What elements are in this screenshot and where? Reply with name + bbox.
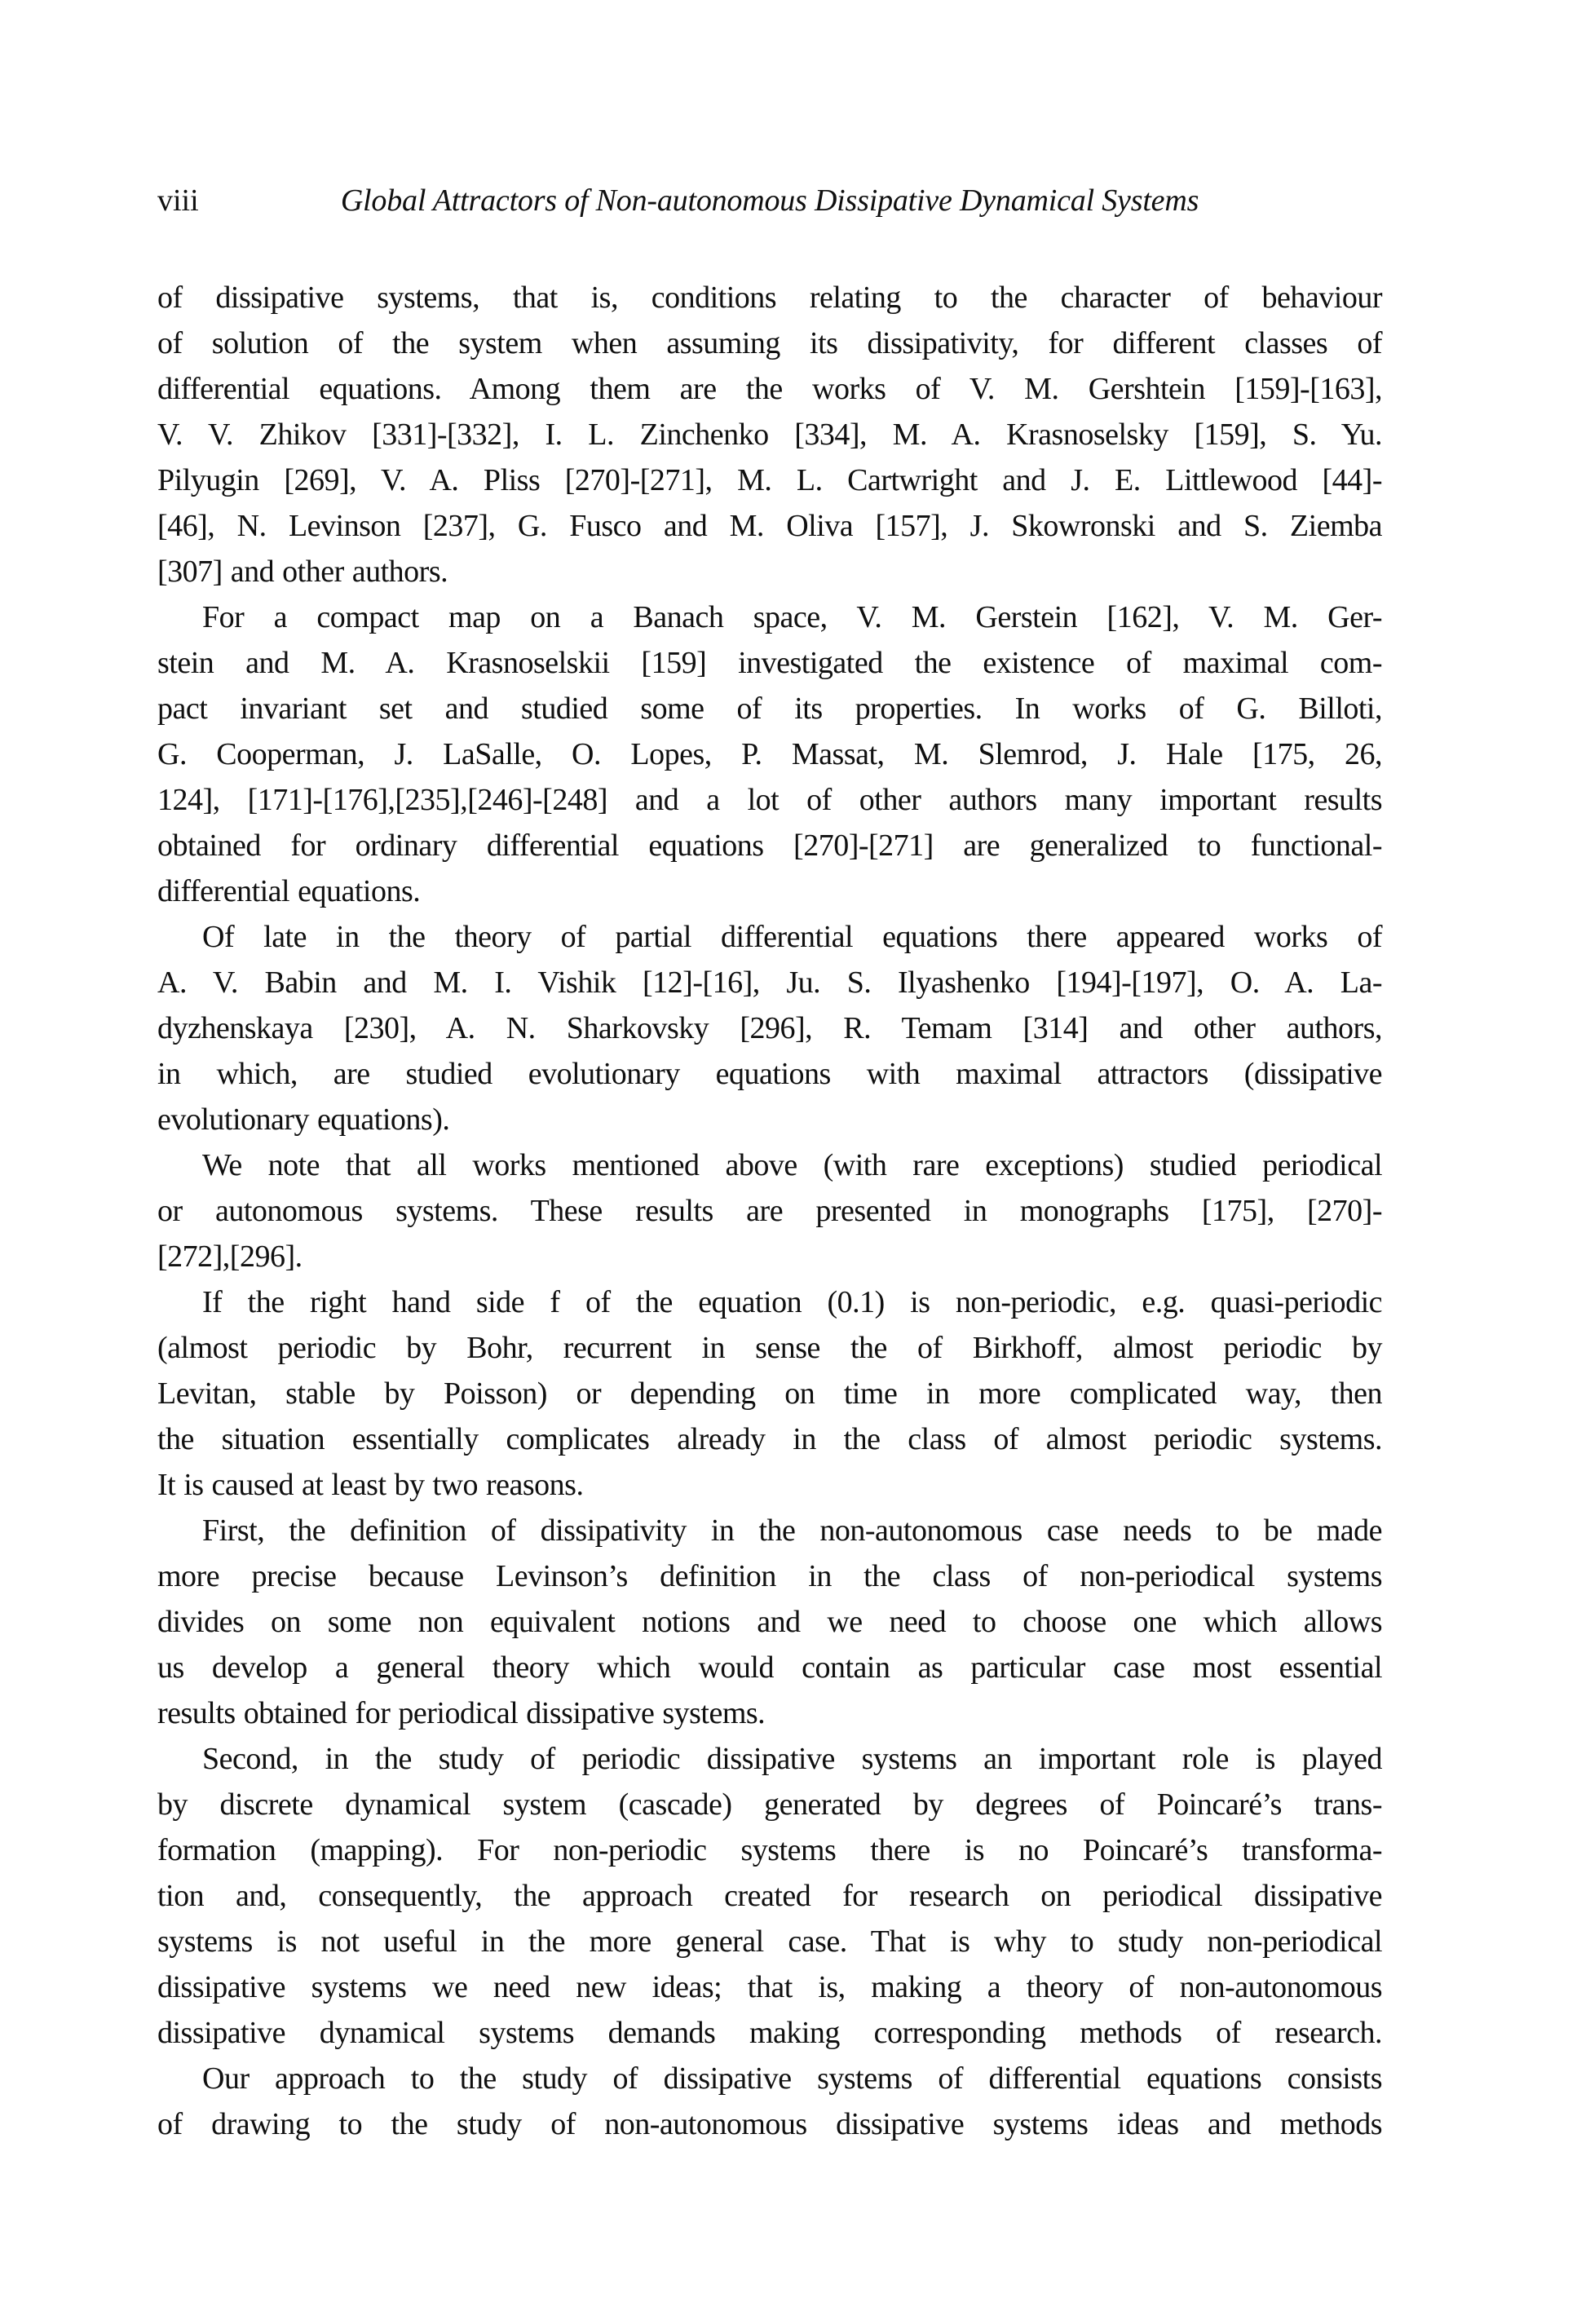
text-line: dissipative dynamical systems demands making corresponding methods of research. xyxy=(157,2016,1382,2050)
text-line: It is caused at least by two reasons. xyxy=(157,1468,584,1502)
text-line: Of late in the theory of partial differential equations there appeared works of xyxy=(202,920,1382,954)
text-line: Second, in the study of periodic dissipative systems an important role is played xyxy=(202,1742,1382,1776)
text-line: dyzhenskaya [230], A. N. Sharkovsky [296], R. Temam [314] and other authors, xyxy=(157,1011,1382,1045)
paragraph xyxy=(157,1142,1382,1279)
text-line: differential equations. Among them are the works of V. M. Gershtein [159]-[163], xyxy=(157,372,1382,406)
text-line: G. Cooperman, J. LaSalle, O. Lopes, P. Massat, M. Slemrod, J. Hale [175, 26, xyxy=(157,737,1382,771)
text-line: divides on some non equivalent notions and we need to choose one which allows xyxy=(157,1605,1382,1639)
text-line: Pilyugin [269], V. A. Pliss [270]-[271], M. L. Cartwright and J. E. Littlewood [44]- xyxy=(157,463,1382,497)
paragraph xyxy=(157,275,1382,594)
paragraph xyxy=(157,594,1382,914)
text-line: more precise because Levinson’s definition in the class of non-periodical systems xyxy=(157,1559,1382,1593)
text-line: [307] and other authors. xyxy=(157,554,448,589)
text-line: tion and, consequently, the approach created for research on periodical dissipative xyxy=(157,1879,1382,1913)
page-header xyxy=(157,183,1382,219)
text-line: First, the definition of dissipativity in the non-autonomous case needs to be made xyxy=(202,1513,1382,1548)
text-line: results obtained for periodical dissipative systems. xyxy=(157,1696,766,1730)
text-line: by discrete dynamical system (cascade) generated by degrees of Poincaré’s trans- xyxy=(157,1787,1382,1822)
text-line: formation (mapping). For non-periodic systems there is no Poincaré’s transforma- xyxy=(157,1833,1382,1867)
paragraph xyxy=(157,1736,1382,2056)
text-line: [272],[296]. xyxy=(157,1239,303,1274)
text-line: Levitan, stable by Poisson) or depending on time in more complicated way, then xyxy=(157,1376,1382,1411)
text-line: We note that all works mentioned above (with rare exceptions) studied periodical xyxy=(202,1148,1382,1182)
text-line: evolutionary equations). xyxy=(157,1102,450,1137)
running-title: Global Attractors of Non-autonomous Dissipative Dynamical Systems xyxy=(340,183,1199,218)
text-line: systems is not useful in the more general case. That is why to study non-periodical xyxy=(157,1924,1382,1959)
text-line: obtained for ordinary differential equations [270]-[271] are generalized to functional- xyxy=(157,828,1382,863)
text-line: Our approach to the study of dissipative systems of differential equations consists xyxy=(202,2061,1382,2096)
text-line: V. V. Zhikov [331]-[332], I. L. Zinchenko [334], M. A. Krasnoselsky [159], S. Yu. xyxy=(157,418,1382,452)
page-number: viii xyxy=(157,183,199,218)
text-line: us develop a general theory which would contain as particular case most essential xyxy=(157,1650,1382,1685)
text-line: or autonomous systems. These results are presented in monographs [175], [270]- xyxy=(157,1194,1382,1228)
text-line: differential equations. xyxy=(157,874,421,908)
paragraph xyxy=(157,1279,1382,1508)
text-line: [46], N. Levinson [237], G. Fusco and M. Oliva [157], J. Skowronski and S. Ziemba xyxy=(157,509,1382,543)
text-line: of dissipative systems, that is, conditions relating to the character of behaviour xyxy=(157,281,1382,315)
paragraph xyxy=(157,914,1382,1142)
text-line: (almost periodic by Bohr, recurrent in sense the of Birkhoff, almost periodic by xyxy=(157,1331,1382,1365)
page-body xyxy=(157,275,1382,2147)
text-line: A. V. Babin and M. I. Vishik [12]-[16], Ju. S. Ilyashenko [194]-[197], O. A. La- xyxy=(157,965,1382,1000)
text-line: pact invariant set and studied some of its properties. In works of G. Billoti, xyxy=(157,691,1382,726)
text-line: If the right hand side f of the equation (0.1) is non-periodic, e.g. quasi-periodic xyxy=(202,1285,1382,1319)
paragraph xyxy=(157,2056,1382,2147)
text-line: in which, are studied evolutionary equations with maximal attractors (dissipative xyxy=(157,1057,1382,1091)
text-line: of solution of the system when assuming its dissipativity, for different classes of xyxy=(157,326,1382,360)
text-line: stein and M. A. Krasnoselskii [159] investigated the existence of maximal com- xyxy=(157,646,1382,680)
text-line: For a compact map on a Banach space, V. M. Gerstein [162], V. M. Ger- xyxy=(202,600,1382,634)
text-line: of drawing to the study of non-autonomous dissipative systems ideas and methods xyxy=(157,2107,1382,2141)
paragraph xyxy=(157,1508,1382,1736)
text-line: dissipative systems we need new ideas; that is, making a theory of non-autonomous xyxy=(157,1970,1382,2004)
text-line: 124], [171]-[176],[235],[246]-[248] and a lot of other authors many important results xyxy=(157,783,1382,817)
text-line: the situation essentially complicates already in the class of almost periodic systems. xyxy=(157,1422,1382,1456)
